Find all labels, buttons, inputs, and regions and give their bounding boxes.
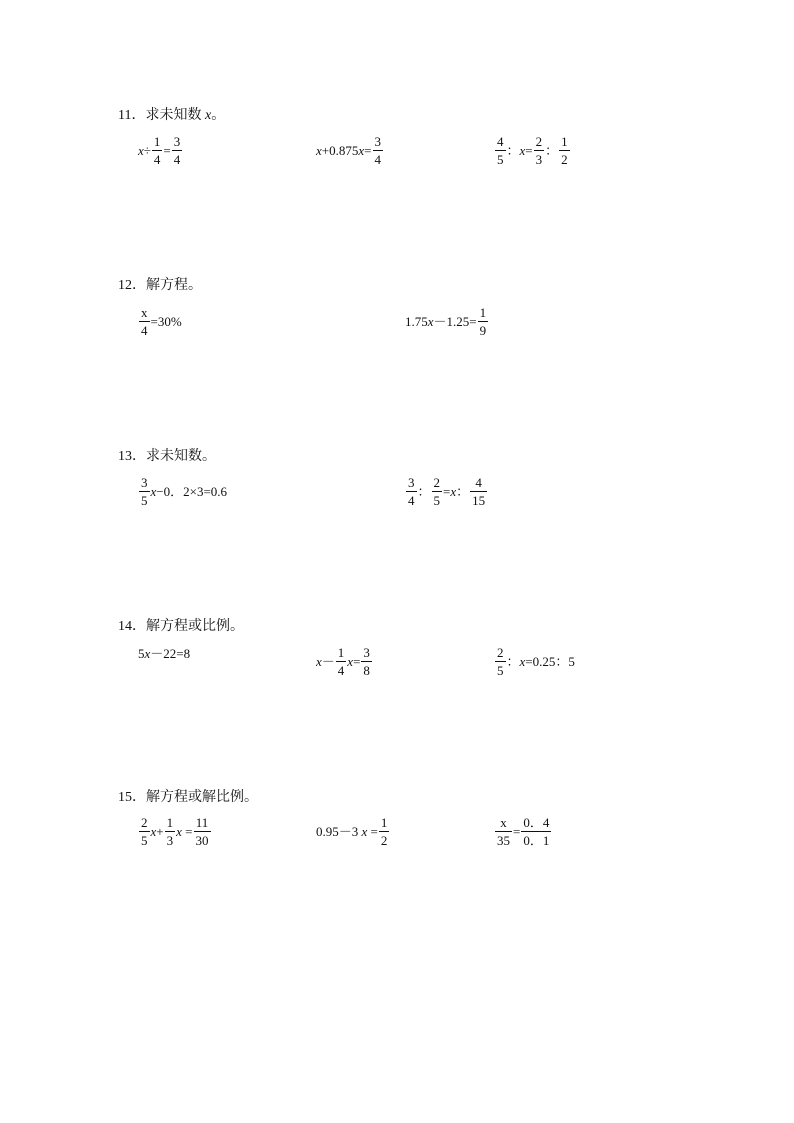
fraction-denominator: 4 [374,152,381,167]
fraction-numerator: 1 [166,815,174,830]
equation-text: = [525,143,533,158]
equation-text: =30% [150,314,182,329]
equation-text: －22=8 [150,645,191,661]
fraction-denominator: 5 [141,833,148,848]
fraction-numerator: 2 [141,815,148,830]
equation-text: 5 [138,645,145,661]
fraction-numerator: 1 [380,815,388,830]
variable-x: x [316,143,322,158]
fraction-denominator: 3 [535,152,543,167]
fraction-numerator: 3 [363,645,370,660]
fraction-numerator: 2 [497,645,504,660]
fraction [521,815,551,848]
equation-text: － [321,654,335,669]
equation-text: = [364,143,372,158]
fraction-denominator: 8 [363,663,370,678]
problem-title [118,786,258,806]
fraction [165,815,176,848]
equation-text: 1.75 [405,314,428,329]
fraction-numerator: 3 [408,475,415,490]
fraction-denominator: 9 [479,323,487,338]
variable-x: x [519,143,526,158]
variable-x: x [316,654,322,669]
equation [494,645,575,678]
fraction-numerator: 3 [173,134,181,149]
equation [138,645,190,660]
fraction [432,475,443,508]
fraction-numerator: 1 [561,134,568,149]
fraction-numerator: 1 [337,645,345,660]
fraction [152,134,163,167]
variable-x: x [361,824,368,839]
equation-segment [316,655,335,668]
equation [494,815,552,848]
equation-segment [405,315,477,328]
fraction-numerator: 2 [535,134,543,149]
equation-segment [507,144,533,157]
equation [316,134,384,167]
equation-segment [316,144,372,157]
variable-x: x [144,645,151,661]
equation-segment [545,144,558,157]
equation [405,305,489,338]
equation-text: = [163,143,171,158]
fraction-denominator: 0．1 [523,833,550,848]
fraction-denominator: 4 [408,493,415,508]
equation-text: = [367,824,378,839]
fraction [361,645,372,678]
equation-text: ： [506,143,520,158]
equation-text: 0.95－3 [316,824,362,839]
variable-x: x [427,314,434,329]
equation-text: = [443,484,451,499]
problem-title-variable: x [204,108,212,123]
fraction [172,134,183,167]
fraction [559,134,570,167]
problem-title [118,615,244,635]
fraction-numerator: 2 [433,475,441,490]
fraction [495,815,512,848]
equation [138,134,183,167]
equation-text: −0．2×3=0.6 [156,484,228,499]
problem-title-text: 11．求未知数 [118,108,205,123]
problem-title [118,445,216,465]
equation [138,475,227,508]
equation-text: + [156,824,164,839]
fraction-numerator: 0．4 [523,815,550,830]
equation-segment [163,144,170,157]
fraction-numerator: 1 [479,305,487,320]
equation [316,645,373,678]
fraction-denominator: 30 [195,833,209,848]
fraction [139,475,150,508]
equation-text: = [513,824,521,839]
fraction-numerator: x [495,815,512,832]
variable-x: x [150,824,157,839]
fraction-numerator: 1 [153,134,161,149]
problem-title-text: 13．求未知数。 [118,449,216,464]
equation-text: ： [506,654,520,669]
fraction [470,475,487,508]
fraction-numerator: 3 [141,475,148,490]
equation-segment [138,144,151,157]
equation-text: ： [456,484,470,499]
fraction-denominator: 5 [433,493,441,508]
fraction-numerator: 3 [374,134,381,149]
equation-text: = [181,824,193,839]
equation-segment [347,655,360,668]
equation-text: =0.25：5 [525,654,575,669]
fraction [495,134,506,167]
fraction [406,475,417,508]
fraction-denominator: 35 [497,833,510,848]
equation-segment [151,315,182,328]
problem-title [118,274,202,294]
equation-segment [151,485,228,498]
equation-text: －1.25= [433,314,477,329]
equation-text: ÷ [143,143,151,158]
equation-text: ： [417,484,431,499]
problem-title-text: 12．解方程。 [118,278,202,293]
fraction [379,815,390,848]
equation-segment [507,655,575,668]
problem-title [118,104,225,124]
equation [138,815,212,848]
fraction-denominator: 4 [141,323,148,338]
equation [138,305,182,338]
fraction [534,134,545,167]
fraction [478,305,489,338]
fraction-numerator: 4 [497,134,504,149]
equation-text: ： [545,143,559,158]
equation-segment [418,485,431,498]
fraction-denominator: 3 [166,833,174,848]
fraction-denominator: 5 [497,663,504,678]
equation-text: = [353,654,361,669]
equation-segment [316,825,378,838]
fraction-numerator: 4 [470,475,487,492]
equation-segment [138,647,190,660]
fraction-denominator: 5 [141,493,148,508]
fraction-denominator: 2 [380,833,388,848]
fraction [495,645,506,678]
fraction-denominator: 5 [497,152,504,167]
fraction-numerator: x [141,305,148,320]
fraction-denominator: 2 [561,152,568,167]
fraction [194,815,211,848]
fraction [139,815,150,848]
fraction [336,645,347,678]
fraction-denominator: 15 [472,493,486,508]
equation-segment [513,825,520,838]
fraction [139,305,150,338]
equation-segment [176,825,192,838]
fraction-numerator: 11 [194,815,211,832]
variable-x: x [450,484,457,499]
variable-x: x [347,654,354,669]
equation-segment [151,825,164,838]
variable-x: x [176,824,182,839]
fraction-denominator: 4 [337,663,345,678]
equation [494,134,571,167]
variable-x: x [519,654,526,669]
fraction [373,134,384,167]
fraction-denominator: 4 [153,152,161,167]
problem-title-text: 14．解方程或比例。 [118,619,244,634]
variable-x: x [150,484,157,499]
equation-text: +0.875 [321,143,359,158]
equation [316,815,390,848]
equation [405,475,488,508]
fraction-denominator: 4 [173,152,181,167]
variable-x: x [358,143,365,158]
problem-title-suffix: 。 [211,108,226,123]
equation-segment [443,485,469,498]
variable-x: x [138,143,144,158]
problem-title-text: 15．解方程或解比例。 [118,790,258,805]
